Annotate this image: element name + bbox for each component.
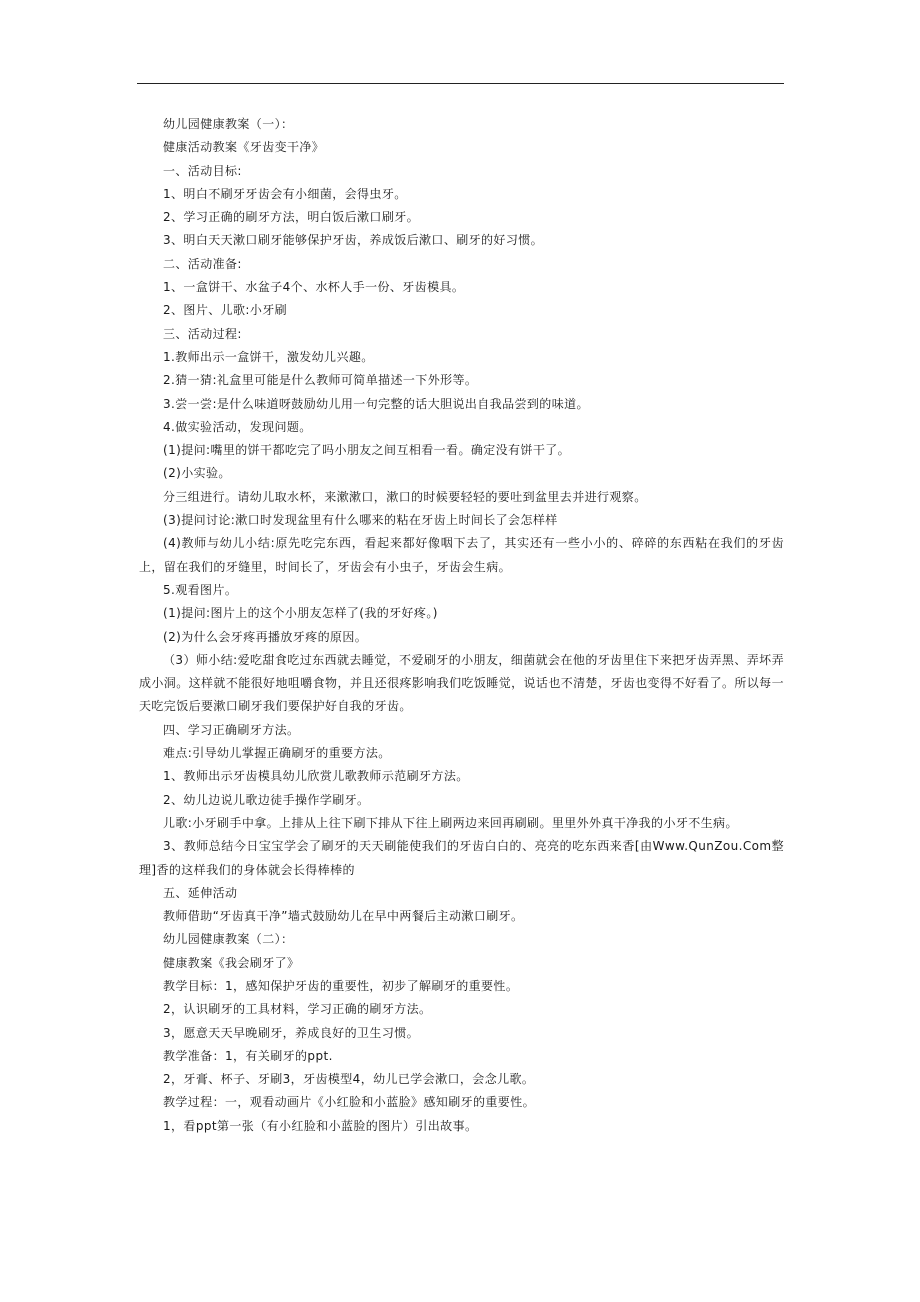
list-item: 1、一盒饼干、水盆子4个、水杯人手一份、牙齿模具。 [163,280,465,295]
list-item: 2、图片、儿歌:小牙刷 [163,303,288,318]
body-paragraph: 教师借助“牙齿真干净”墙式鼓励幼儿在早中两餐后主动漱口刷牙。 [163,909,524,924]
list-item: 3.尝一尝:是什么味道呀鼓励幼儿用一句完整的话大胆说出自我品尝到的味道。 [163,396,589,411]
heading-preparation: 二、活动准备: [163,256,242,271]
heading-goals: 一、活动目标: [163,163,242,178]
list-item: (1)提问:嘴里的饼干都吃完了吗小朋友之间互相看一看。确定没有饼干了。 [163,443,571,458]
header-rule [137,83,784,84]
body-paragraph: 难点:引导幼儿掌握正确刷牙的重要方法。 [163,746,391,761]
list-item: 1、明白不刷牙牙齿会有小细菌，会得虫牙。 [163,186,407,201]
lesson-title: 健康活动教案《牙齿变干净》 [163,140,325,155]
list-item: 1、教师出示牙齿模具幼儿欣赏儿歌教师示范刷牙方法。 [163,769,469,784]
list-item: 2、幼儿边说儿歌边徒手操作学刷牙。 [163,792,370,807]
document-body [139,113,784,1138]
heading-process: 三、活动过程: [163,326,242,341]
list-item: 1，看ppt第一张（有小红脸和小蓝脸的图片）引出故事。 [163,1118,478,1133]
list-item: 3、明白天天漱口刷牙能够保护牙齿，养成饭后漱口、刷牙的好习惯。 [163,233,544,248]
list-item: (3)提问讨论:漱口时发现盆里有什么哪来的粘在牙齿上时间长了会怎样样 [163,513,558,528]
body-paragraph: 教学准备：1，有关刷牙的ppt. [163,1048,333,1063]
body-paragraph: 教学过程：一，观看动画片《小红脸和小蓝脸》感知刷牙的重要性。 [163,1095,536,1110]
section-title: 幼儿园健康教案（二）： [163,932,294,947]
body-paragraph: 分三组进行。请幼儿取水杯，来漱漱口，漱口的时候要轻轻的要吐到盆里去并进行观察。 [163,489,647,504]
list-item: 5.观看图片。 [163,582,238,597]
list-item: 2，认识刷牙的工具材料，学习正确的刷牙方法。 [163,1002,432,1017]
list-item: 2.猜一猜:礼盒里可能是什么教师可简单描述一下外形等。 [163,373,478,388]
body-paragraph: 3、教师总结今日宝宝学会了刷牙的天天刷能使我们的牙齿白白的、亮亮的吃东西来香[由Www.QunZou.Com整理]香的这样我们的身体就会长得棒棒的 [139,839,784,877]
list-item: 4.做实验活动，发现问题。 [163,419,312,434]
body-paragraph: 教学目标：1，感知保护牙齿的重要性，初步了解刷牙的重要性。 [163,978,519,993]
body-paragraph: (4)教师与幼儿小结:原先吃完东西，看起来都好像咽下去了，其实还有一些小小的、碎碎的东西粘在我们的牙齿上，留在我们的牙缝里，时间长了，牙齿会有小虫子，牙齿会生病。 [139,536,784,574]
lesson-title: 健康教案《我会刷牙了》 [163,955,300,970]
heading-method: 四、学习正确刷牙方法。 [163,722,300,737]
body-paragraph: 儿歌:小牙刷手中拿。上排从上往下刷下排从下往上刷两边来回再刷刷。里里外外真干净我的小牙不生病。 [163,815,738,830]
list-item: 2、学习正确的刷牙方法，明白饭后漱口刷牙。 [163,210,420,225]
list-item: 1.教师出示一盒饼干，激发幼儿兴趣。 [163,349,374,364]
list-item: (1)提问:图片上的这个小朋友怎样了(我的牙好疼。) [163,606,438,621]
body-paragraph: （3）师小结:爱吃甜食吃过东西就去睡觉，不爱刷牙的小朋友，细菌就会在他的牙齿里住下来把牙齿弄黑、弄坏弄成小洞。这样就不能很好地咀嚼食物，并且还很疼影响我们吃饭睡觉，说话也不清楚，牙齿也变得不好看了。所以每一天吃完饭后要漱口刷牙我们要保护好自我的牙齿。 [139,652,784,714]
list-item: (2)小实验。 [163,466,231,481]
list-item: 2，牙膏、杯子、牙刷3，牙齿模型4，幼儿已学会漱口，会念儿歌。 [163,1072,535,1087]
list-item: (2)为什么会牙疼再播放牙疼的原因。 [163,629,368,644]
section-title: 幼儿园健康教案（一）： [163,117,294,131]
heading-extension: 五、延伸活动 [163,885,238,900]
list-item: 3，愿意天天早晚刷牙，养成良好的卫生习惯。 [163,1025,420,1040]
